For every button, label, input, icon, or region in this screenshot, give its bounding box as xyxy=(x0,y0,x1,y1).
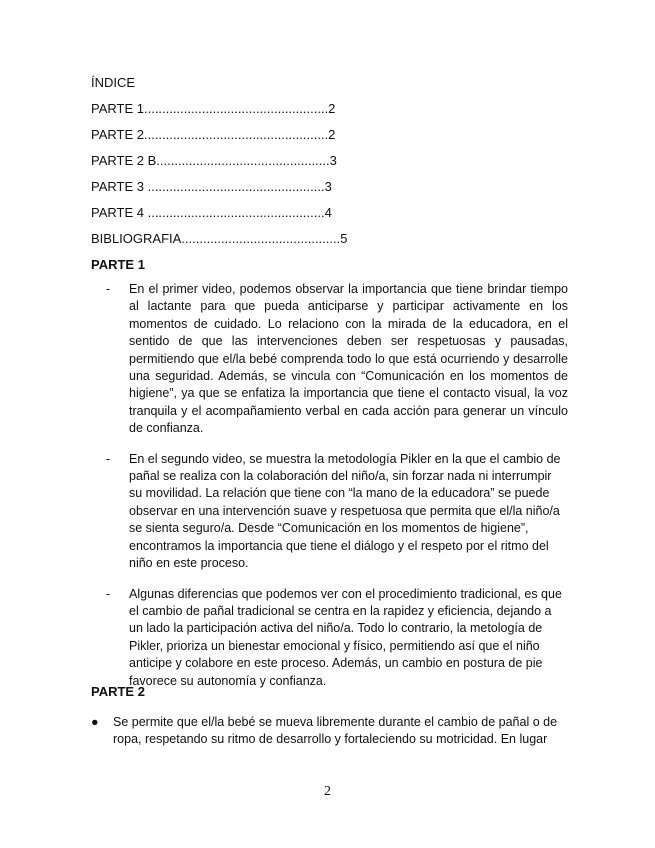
toc-entry-parte-1: PARTE 1...................................................2 xyxy=(91,101,336,116)
parte-1-heading: PARTE 1 xyxy=(91,257,145,272)
dash-marker: - xyxy=(106,282,111,296)
list-item-text: Se permite que el/la bebé se mueva libremente durante el cambio de pañal o de ropa, respetando su ritmo de desarrollo y fortaleciendo su motricidad. En lugar xyxy=(113,715,558,747)
dash-marker: - xyxy=(106,451,111,466)
parte-2-heading: PARTE 2 xyxy=(91,684,145,699)
list-item xyxy=(106,586,568,690)
list-item-text: En el primer video, podemos observar la importancia que tiene brindar tiempo al lactante para que pueda anticiparse y participar activamente en los momentos de cuidado. Lo relaciono con la mirada de la educadora, en el sentido de que las intervenciones deben ser respetuosas y pausadas, permitiendo que el/la bebé comprenda todo lo que está ocurriendo y desarrolle una seguridad. Además, se vincula con “Comunicación en los momentos de higiene”, ya que se enfatiza la importancia que tiene el contacto visual, la voz tranquila y el acompañamiento verbal en cada acción para generar un vínculo de confianza. xyxy=(129,282,568,436)
parte-2-list xyxy=(91,714,568,762)
toc-entry-parte-4: PARTE 4 .................................................4 xyxy=(91,205,332,220)
list-item xyxy=(91,714,568,749)
table-of-contents xyxy=(91,76,491,246)
list-item-text: En el segundo video, se muestra la metodología Pikler en la que el cambio de pañal se realiza con la colaboración del niño/a, sin forzar nada ni interrumpir su movilidad. La relación que tiene con “la mano de la educadora” se puede observar en una intervención suave y respetuosa que permita que el/la niño/a se sienta seguro/a. Desde “Comunicación en los momentos de higiene”, encontramos la importancia que tiene el diálogo y el respeto por el ritmo del niño en este proceso. xyxy=(129,451,561,571)
bullet-marker: ● xyxy=(91,715,99,729)
toc-entry-parte-3: PARTE 3 .................................................3 xyxy=(91,179,332,194)
list-item-text: Algunas diferencias que podemos ver con el procedimiento tradicional, es que el cambio de pañal tradicional se centra en la rapidez y eficiencia, dejando a un lado la participación activa del niño/a. Todo lo contrario, la metología de Pikler, prioriza un bienestar emocional y físico, permitiendo así que el niño anticipe y colabore en este proceso. Además, un cambio en postura de pie favorece su autonomía y confianza. xyxy=(129,586,562,688)
list-item xyxy=(106,451,568,573)
toc-entry-parte-2: PARTE 2...................................................2 xyxy=(91,127,336,142)
dash-marker: - xyxy=(106,586,111,601)
page-number: 2 xyxy=(324,784,331,799)
parte-1-list xyxy=(106,281,568,703)
toc-title: ÍNDICE xyxy=(91,75,136,90)
list-item xyxy=(106,281,568,438)
toc-entry-bibliografia: BIBLIOGRAFIA............................................5 xyxy=(91,231,348,246)
toc-entry-parte-2b: PARTE 2 B................................................3 xyxy=(91,153,337,168)
